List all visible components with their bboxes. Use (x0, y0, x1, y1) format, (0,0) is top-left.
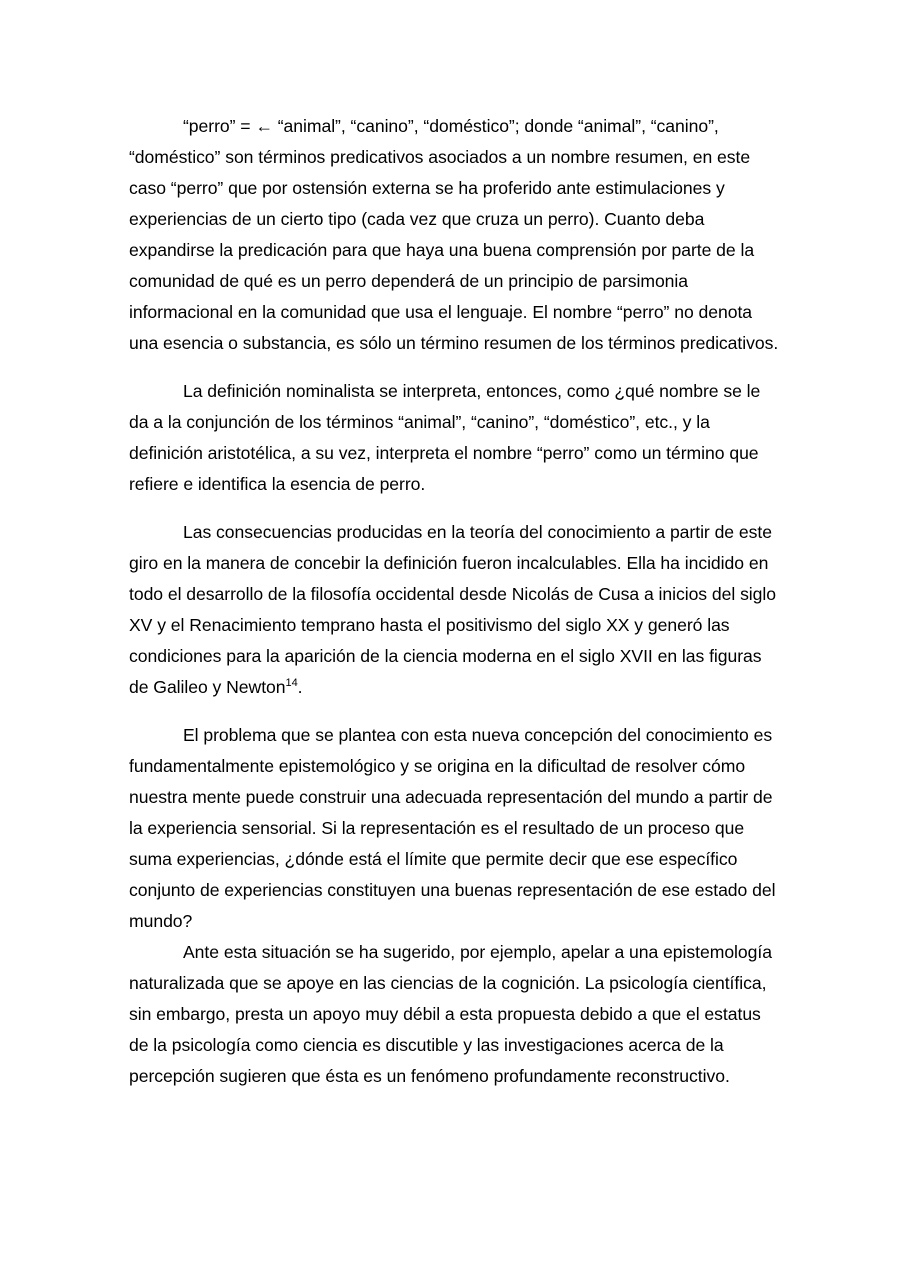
paragraph-end-punctuation: . (297, 677, 303, 697)
paragraph-consequences (129, 517, 781, 703)
paragraph-text: Ante esta situación se ha sugerido, por ejemplo, apelar a una epistemología naturalizada que se apoye en las ciencias de la cognición. La psicología científica, sin embargo, presta un apoyo muy débil a esta propuesta debido a que el estatus de la psicología como ciencia es discutible y las investigaciones acerca de la percepción sugieren que ésta es un fenómeno profundamente reconstructivo. (129, 942, 772, 1086)
paragraph-text: El problema que se plantea con esta nueva concepción del conocimiento es fundamentalmente epistemológico y se origina en la dificultad de resolver cómo nuestra mente puede construir una adecuada representación del mundo a partir de la experiencia sensorial. Si la representación es el resultado de un proceso que suma experiencias, ¿dónde está el límite que permite decir que ese específico conjunto de experiencias constituyen una buenas representación de ese estado del mundo? (129, 725, 776, 931)
paragraph-epistemological-problem (129, 720, 781, 937)
paragraph-text: La definición nominalista se interpreta, entonces, como ¿qué nombre se le da a la conjunción de los términos “animal”, “canino”, “doméstico”, etc., y la definición aristotélica, a su vez, interpreta el nombre “perro” como un término que refiere e identifica la esencia de perro. (129, 381, 761, 494)
paragraph-naturalized-epistemology (129, 937, 781, 1092)
paragraph-text: Las consecuencias producidas en la teoría del conocimiento a partir de este giro en la manera de concebir la definición fueron incalculables. Ella ha incidido en todo el desarrollo de la filosofía occidental desde Nicolás de Cusa a inicios del siglo XV y el Renacimiento temprano hasta el positivismo del siglo XX y generó las condiciones para la aparición de la ciencia moderna en el siglo XVII en las figuras de Galileo y Newton (129, 522, 776, 697)
paragraph-nominalist-definition (129, 376, 781, 500)
footnote-reference: 14 (285, 677, 298, 689)
paragraph-text: “perro” = ← “animal”, “canino”, “doméstico”; donde “animal”, “canino”, “doméstico” son términos predicativos asociados a un nombre resumen, en este caso “perro” que por ostensión externa se ha proferido ante estimulaciones y experiencias de un cierto tipo (cada vez que cruza un perro). Cuanto deba expandirse la predicación para que haya una buena comprensión por parte de la comunidad de qué es un perro dependerá de un principio de parsimonia informacional en la comunidad que usa el lenguaje. El nombre “perro” no denota una esencia o substancia, es sólo un término resumen de los términos predicativos. (129, 116, 779, 353)
paragraph-definition-example (129, 111, 781, 359)
body-text (129, 111, 781, 1092)
